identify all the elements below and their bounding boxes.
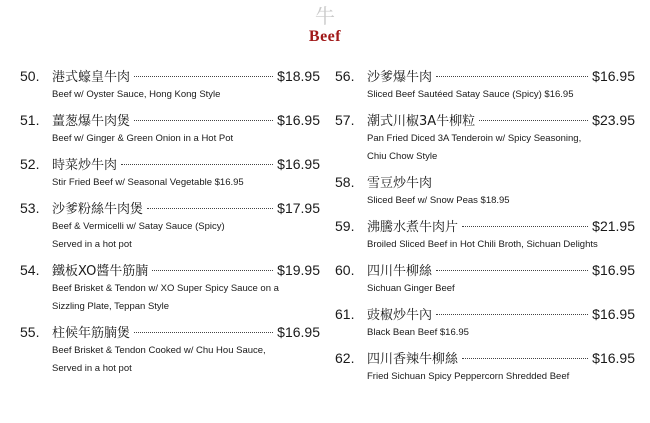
item-description: Sichuan Ginger Beef: [367, 283, 455, 294]
menu-item: [335, 110, 635, 166]
dot-leader: [462, 226, 588, 227]
menu-item-row: [335, 66, 635, 86]
menu-item: [335, 172, 635, 210]
menu-item: [20, 66, 320, 104]
menu-item-row: [20, 110, 320, 130]
menu-item: [20, 154, 320, 192]
item-description: Sizzling Plate, Teppan Style: [52, 301, 170, 312]
menu-item: [20, 110, 320, 148]
item-number: 55.: [20, 324, 40, 340]
item-chinese-name: 四川牛柳絲: [367, 264, 433, 279]
item-number: 59.: [335, 218, 355, 234]
dot-leader: [479, 120, 588, 121]
dot-leader: [152, 270, 273, 271]
item-chinese-name: 沸騰水煮牛肉片: [367, 220, 459, 235]
item-chinese-name: 沙爹粉絲牛肉煲: [52, 202, 144, 217]
item-chinese-name: 時菜炒牛肉: [52, 158, 118, 173]
item-price: $16.95: [277, 156, 320, 172]
item-description: Black Bean Beef $16.95: [367, 327, 469, 338]
item-chinese-name: 沙爹爆牛肉: [367, 70, 433, 85]
item-price: $21.95: [592, 218, 635, 234]
menu-item: [335, 304, 635, 342]
menu-item: [20, 198, 320, 254]
item-number: 57.: [335, 112, 355, 128]
category-title: Beef: [308, 28, 342, 45]
menu-column-right: [335, 66, 635, 392]
menu-item: [335, 66, 635, 104]
item-price: $16.95: [592, 68, 635, 84]
item-description: Broiled Sliced Beef in Hot Chili Broth, Sichuan Delights: [367, 239, 598, 250]
dot-leader: [134, 120, 273, 121]
item-price: $16.95: [277, 324, 320, 340]
item-number: 58.: [335, 174, 355, 190]
item-chinese-name: 豉椒炒牛內: [367, 308, 433, 323]
menu-item: [335, 348, 635, 386]
item-number: 60.: [335, 262, 355, 278]
dot-leader: [147, 208, 273, 209]
item-chinese-name: 港式蠔皇牛肉: [52, 70, 131, 85]
menu-header: [0, 6, 650, 46]
item-price: $16.95: [592, 262, 635, 278]
item-description: Sliced Beef w/ Snow Peas $18.95: [367, 195, 510, 206]
item-chinese-name: 柱候年筋腩煲: [52, 326, 131, 341]
item-number: 52.: [20, 156, 40, 172]
dot-leader: [134, 76, 273, 77]
dot-leader: [134, 332, 273, 333]
item-description: Stir Fried Beef w/ Seasonal Vegetable $16.95: [52, 177, 244, 188]
item-number: 54.: [20, 262, 40, 278]
item-description: Chiu Chow Style: [367, 151, 438, 162]
item-chinese-name: 雪豆炒牛肉: [367, 176, 433, 191]
menu-item: [335, 216, 635, 254]
item-price: $16.95: [592, 306, 635, 322]
item-description: Fried Sichuan Spicy Peppercorn Shredded Beef: [367, 371, 570, 382]
menu-item: [20, 260, 320, 316]
item-chinese-name: 潮式川椒3A牛柳粒: [367, 114, 476, 129]
item-description: Beef & Vermicelli w/ Satay Sauce (Spicy): [52, 221, 225, 232]
item-description: Served in a hot pot: [52, 363, 132, 374]
item-price: $18.95: [277, 68, 320, 84]
menu-item-row: [335, 172, 635, 192]
dot-leader: [462, 358, 588, 359]
menu-item-row: [335, 260, 635, 280]
menu-item-row: [20, 66, 320, 86]
item-chinese-name: 四川香辣牛柳絲: [367, 352, 459, 367]
dot-leader: [436, 314, 588, 315]
menu-item-row: [335, 348, 635, 368]
menu-item-row: [20, 198, 320, 218]
menu-item-row: [335, 304, 635, 324]
menu-item-row: [335, 216, 635, 236]
item-number: 50.: [20, 68, 40, 84]
menu-item: [20, 322, 320, 378]
item-number: 56.: [335, 68, 355, 84]
item-number: 51.: [20, 112, 40, 128]
item-chinese-name: 鐵板XO醬牛筋腩: [52, 264, 149, 279]
category-chinese-title: 牛: [315, 4, 335, 28]
menu-item: [335, 260, 635, 298]
menu-item-row: [335, 110, 635, 130]
item-description: Beef w/ Oyster Sauce, Hong Kong Style: [52, 89, 221, 100]
item-description: Sliced Beef Sautéed Satay Sauce (Spicy) $16.95: [367, 89, 574, 100]
item-number: 53.: [20, 200, 40, 216]
item-price: $19.95: [277, 262, 320, 278]
menu-item-row: [20, 260, 320, 280]
menu-column-left: [20, 66, 320, 384]
item-description: Served in a hot pot: [52, 239, 132, 250]
dot-leader: [436, 270, 588, 271]
item-chinese-name: 薑葱爆牛肉煲: [52, 114, 131, 129]
item-description: Beef Brisket & Tendon Cooked w/ Chu Hou Sauce,: [52, 345, 266, 356]
item-number: 61.: [335, 306, 355, 322]
item-price: $16.95: [277, 112, 320, 128]
item-description: Beef Brisket & Tendon w/ XO Super Spicy Sauce on a: [52, 283, 279, 294]
dot-leader: [436, 76, 588, 77]
menu-item-row: [20, 154, 320, 174]
item-description: Pan Fried Diced 3A Tenderoin w/ Spicy Seasoning,: [367, 133, 582, 144]
item-price: $16.95: [592, 350, 635, 366]
item-price: $17.95: [277, 200, 320, 216]
menu-item-row: [20, 322, 320, 342]
item-price: $23.95: [592, 112, 635, 128]
item-number: 62.: [335, 350, 355, 366]
dot-leader: [121, 164, 273, 165]
item-description: Beef w/ Ginger & Green Onion in a Hot Pot: [52, 133, 234, 144]
